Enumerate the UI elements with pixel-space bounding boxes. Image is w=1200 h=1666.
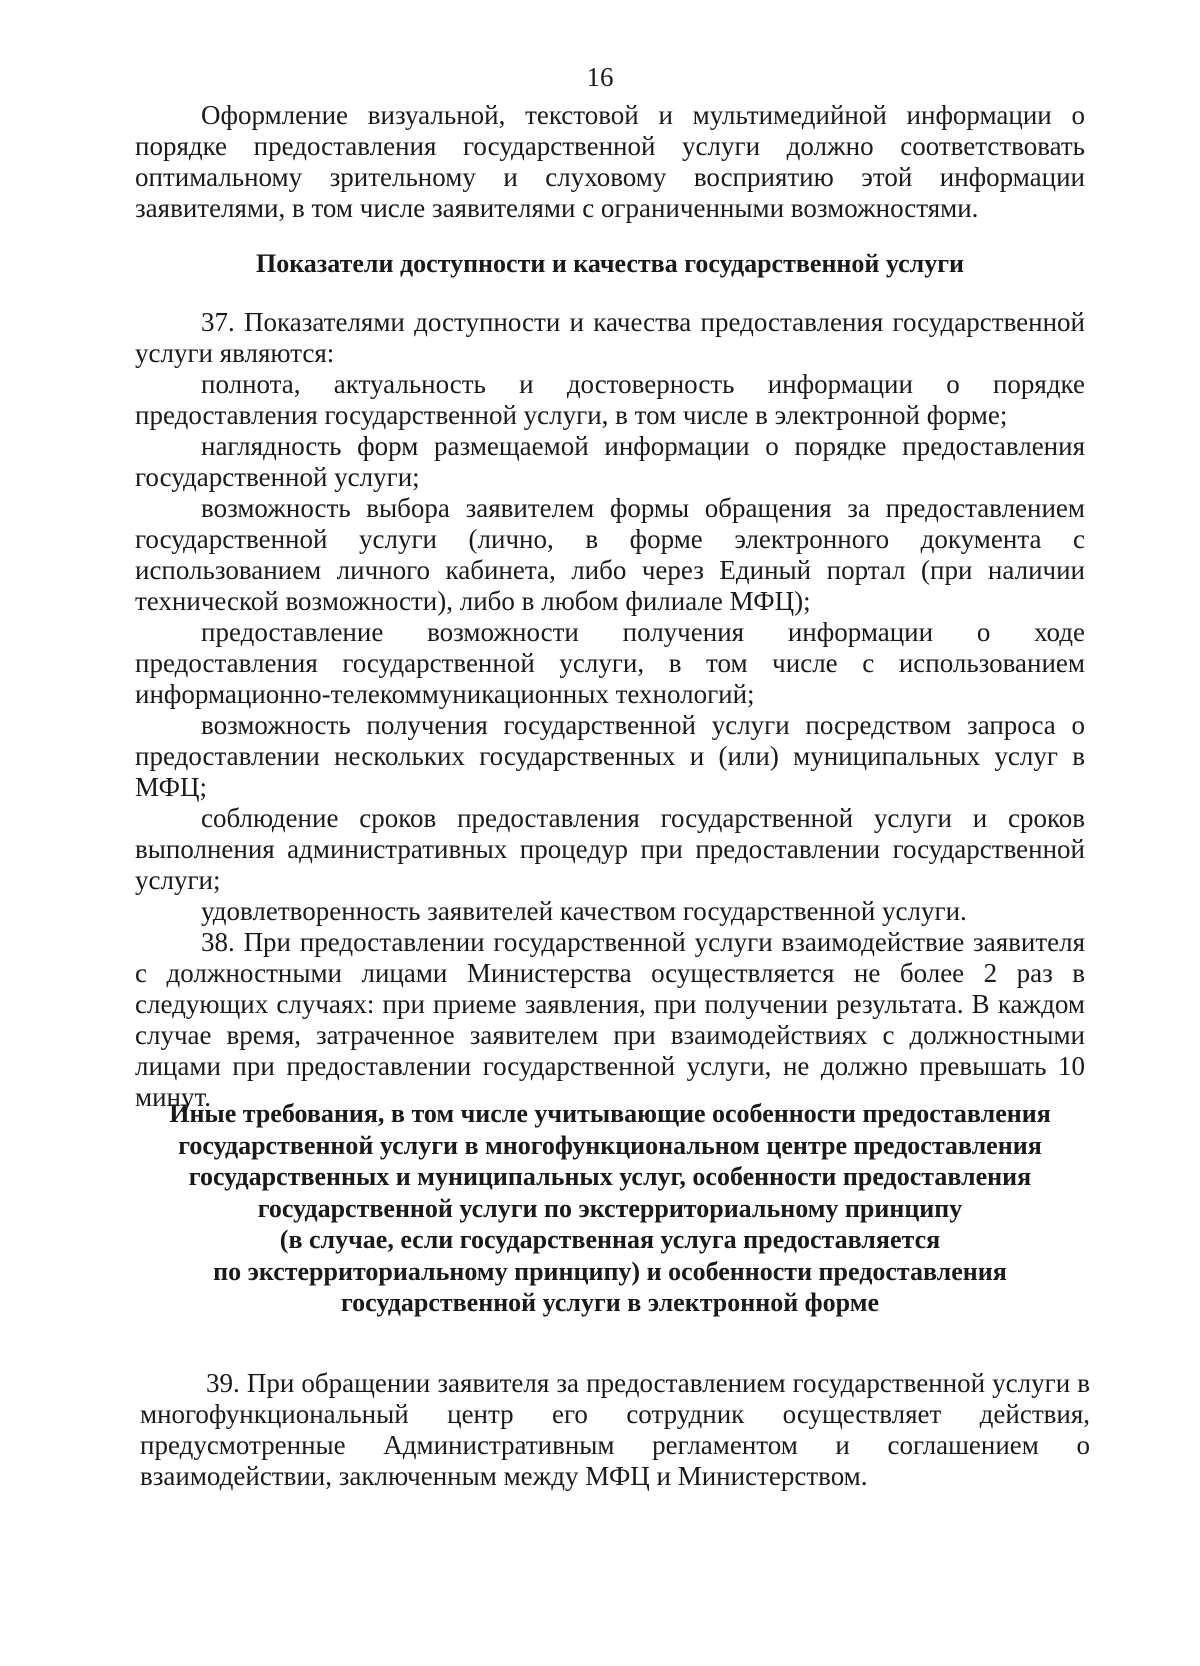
paragraph-37: 37. Показателями доступности и качества предоставления государственной услуги являются: bbox=[135, 307, 1085, 368]
page-number: 16 bbox=[586, 62, 614, 92]
section-1-body bbox=[135, 307, 1085, 1113]
list-item-complex-request: возможность получения государственной услуги посредством запроса о предоставлении нескольких государственных и (или) муниципальных услуг в МФЦ; bbox=[135, 710, 1085, 802]
list-item-progress-info: предоставление возможности получения информации о ходе предоставления государственной услуги, в том числе с использованием информационно-телекоммуникационных технологий; bbox=[135, 617, 1085, 709]
section-2-heading-line: государственных и муниципальных услуг, особенности предоставления bbox=[188, 1162, 1032, 1191]
section-2-heading-line: по экстерриториальному принципу) и особенности предоставления bbox=[213, 1256, 1007, 1286]
section-2-body bbox=[140, 1368, 1090, 1492]
list-item-deadlines: соблюдение сроков предоставления государственной услуги и сроков выполнения административных процедур при предоставлении государственной услуги; bbox=[135, 803, 1085, 895]
list-item-choice-of-form: возможность выбора заявителем формы обращения за предоставлением государственной услуги (лично, в форме электронного документа с использованием личного кабинета, либо через Единый портал (при наличии технической возможности), либо в любом филиале МФЦ); bbox=[135, 493, 1085, 616]
intro-block bbox=[135, 100, 1085, 224]
list-item-completeness: полнота, актуальность и достоверность информации о порядке предоставления государственной услуги, в том числе в электронной форме; bbox=[135, 369, 1085, 430]
section-2-heading-line: (в случае, если государственная услуга предоставляется bbox=[279, 1225, 941, 1254]
section-1-heading: Показатели доступности и качества государственной услуги bbox=[255, 249, 965, 278]
paragraph-38: 38. При предоставлении государственной услуги взаимодействие заявителя с должностными лицами Министерства осуществляется не более 2 раз в следующих случаях: при приеме заявления, при получении результата. В каждом случае время, затраченное заявителем при взаимодействиях с должностными лицами при предоставлении государственной услуги, не должно превышать 10 минут. bbox=[135, 927, 1085, 1112]
list-item-satisfaction: удовлетворенность заявителей качеством государственной услуги. bbox=[201, 896, 967, 926]
list-item-visibility: наглядность форм размещаемой информации о порядке предоставления государственной услуги; bbox=[135, 431, 1085, 492]
section-2-heading-line: Иные требования, в том числе учитывающие особенности предоставления bbox=[169, 1099, 1051, 1128]
section-2-heading-line: государственной услуги в многофункциональном центре предоставления bbox=[178, 1130, 1042, 1160]
intro-paragraph: Оформление визуальной, текстовой и мультимедийной информации о порядке предоставления государственной услуги должно соответствовать оптимальному зрительному и слуховому восприятию этой информации заявителями, в том числе заявителями с ограниченными возможностями. bbox=[135, 100, 1085, 223]
section-2-heading-line: государственной услуги по экстерриториальному принципу bbox=[257, 1193, 963, 1223]
paragraph-39: 39. При обращении заявителя за предоставлением государственной услуги в многофункциональный центр его сотрудник осуществляет действия, предусмотренные Административным регламентом и соглашением о взаимодействии, заключенным между МФЦ и Министерством. bbox=[140, 1368, 1090, 1491]
section-2-heading-line: государственной услуги в электронной форме bbox=[341, 1288, 879, 1317]
section-2-heading bbox=[130, 1098, 1090, 1319]
